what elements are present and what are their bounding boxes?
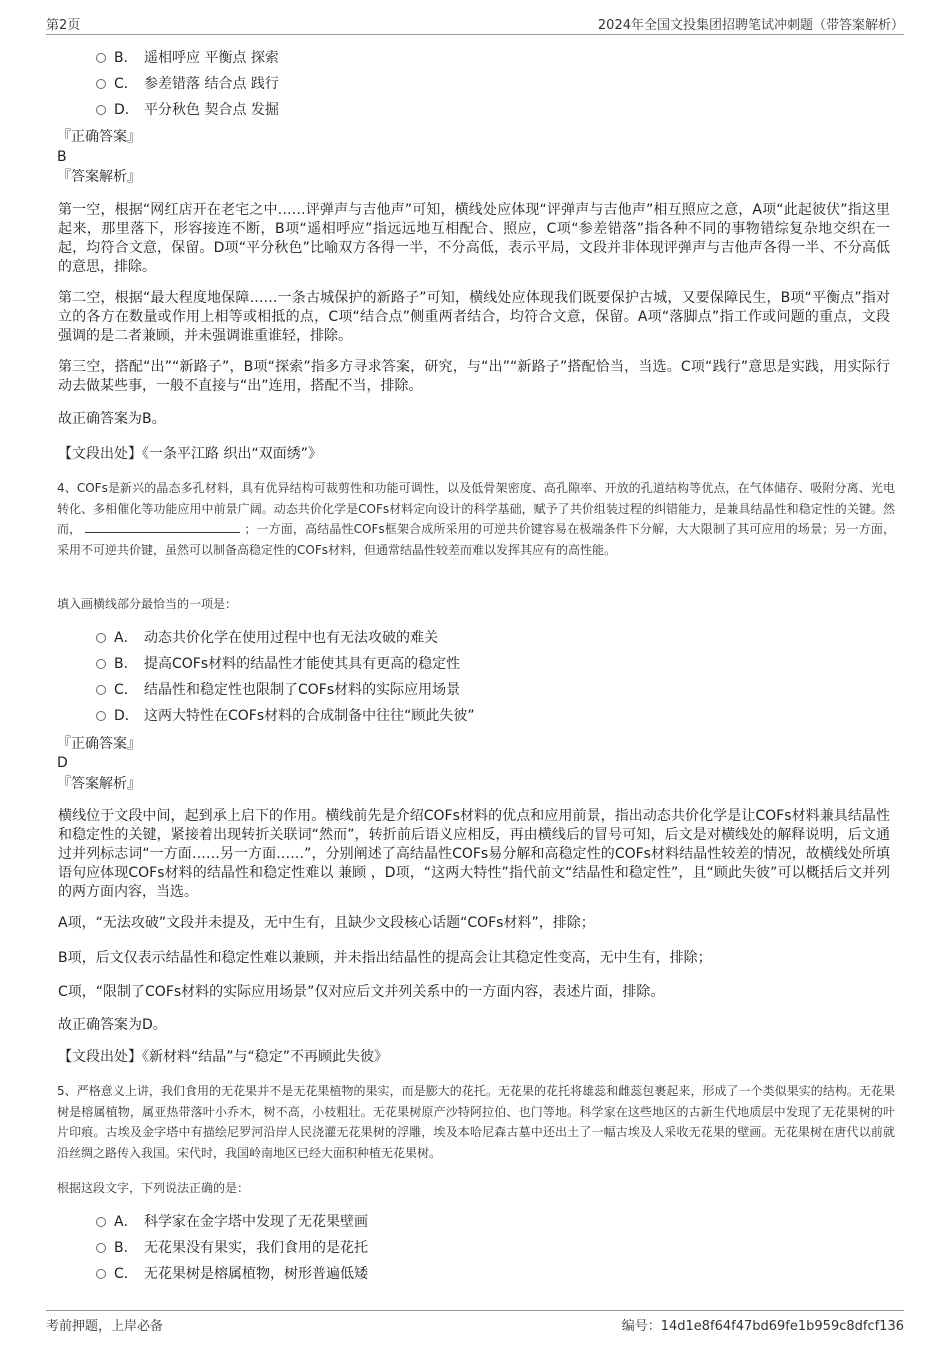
q4-prompt: 填入画横线部分最恰当的一项是： — [57, 597, 238, 611]
q4-analysis-option-c: C项，“限制了COFs材料的实际应用场景”仅对应后文并列关系中的一方面内容，表述片面，排除。 — [58, 984, 665, 1000]
q4-source: 【文段出处】《新材料“结晶”与“稳定”不再顾此失彼》 — [58, 1049, 389, 1065]
q4-conclusion: 故正确答案为D。 — [58, 1017, 167, 1033]
footer-slogan: 考前押题，上岸必备 — [46, 1319, 164, 1334]
radio-icon[interactable] — [96, 633, 106, 643]
q5-option-c[interactable]: C． 无花果树是榕属植物，树形普遍低矮 — [96, 1264, 368, 1284]
q5-prompt: 根据这段文字，下列说法正确的是： — [57, 1181, 250, 1195]
q4-option-c[interactable]: C． 结晶性和稳定性也限制了COFs材料的实际应用场景 — [96, 680, 460, 700]
q3-option-c[interactable]: C． 参差错落 结合点 践行 — [96, 74, 279, 94]
q3-option-d[interactable]: D． 平分秋色 契合点 发掘 — [96, 100, 279, 120]
q4-answer: D — [57, 755, 68, 771]
q3-analysis-para-3: 第三空，搭配“出”“新路子”，B项“探索”指多方寻求答案，研究，与“出”“新路子”搭配恰当，当选。C项“践行”意思是实践，用实际行动去做某些事，一般不直接与“出”连用，搭配不当，排除。 — [58, 359, 890, 394]
fill-blank — [85, 520, 240, 533]
page-header — [46, 12, 904, 35]
document-title: 2024年全国文投集团招聘笔试冲刺题（带答案解析） — [597, 18, 904, 33]
q4-stem: 4、COFs是新兴的晶态多孔材料，具有优异结构可裁剪性和功能可调性，以及低骨架密度、高孔隙率、开放的孔道结构等优点，在气体储存、吸附分离、光电转化、多相催化等功能应用中前景广阔。动态共价化学是COFs材料定向设计的科学基础，赋予了共价组装过程的纠错能力，是兼具结晶性和稳定性的关键。然而， ；一方面，高结晶性COFs框架合成所采用的可逆共价键容易在极端条件下分解，大大限制了其可应用的场景；另一方面，采用不可逆共价键，虽然可以制备高稳定性的COFs材料，但通常结晶性较差而难以发挥其应有的高性能。 — [57, 481, 895, 557]
q3-answer: B — [57, 149, 67, 165]
radio-icon[interactable] — [96, 711, 106, 721]
radio-icon[interactable] — [96, 1217, 106, 1227]
q4-analysis-para-1: 横线位于文段中间，起到承上启下的作用。横线前先是介绍COFs材料的优点和应用前景，指出动态共价化学是让COFs材料兼具结晶性和稳定性的关键，紧接着出现转折关联词“然而”，转折前后语义应相反，再由横线后的冒号可知，后文是对横线处的解释说明，后文通过并列标志词“一方面……另一方面……”，分别阐述了高结晶性COFs易分解和高稳定性的COFs材料结晶性较差的情况，故横线处所填语句应体现COFs材料的结晶性和稳定性难以 兼顾 ，D项，“这两大特性”指代前文“结晶性和稳定性”，且“顾此失彼”可以概括后文并列的两方面内容，当选。 — [58, 808, 890, 900]
radio-icon[interactable] — [96, 79, 106, 89]
q3-analysis-para-2: 第二空，根据“最大程度地保障……一条古城保护的新路子”可知，横线处应体现我们既要保护古城，又要保障民生，B项“平衡点”指对立的各方在数量或作用上相等或相抵的点，C项“结合点”侧重两者结合，均符合文意，保留。A项“落脚点”指工作或问题的重点，文段强调的是二者兼顾，并未强调谁重谁轻，排除。 — [58, 290, 890, 344]
q4-analysis-label: 『答案解析』 — [57, 776, 141, 792]
document-id: 编号：14d1e8f64f47bd69fe1b959c8dfcf136 — [621, 1319, 904, 1334]
page-number: 第2页 — [46, 18, 81, 33]
q3-source: 【文段出处】《一条平江路 织出“双面绣”》 — [58, 446, 322, 462]
q3-conclusion: 故正确答案为B。 — [58, 411, 166, 427]
q3-option-b[interactable]: B． 遥相呼应 平衡点 探索 — [96, 48, 279, 68]
radio-icon[interactable] — [96, 1243, 106, 1253]
q5-option-b[interactable]: B． 无花果没有果实，我们食用的是花托 — [96, 1238, 368, 1258]
q3-analysis-para-1: 第一空，根据“网红店开在老宅之中……评弹声与吉他声”可知，横线处应体现“评弹声与吉他声”相互照应之意，A项“此起彼伏”指这里起来，那里落下，形容接连不断，B项“遥相呼应”指远远地互相配合、照应，C项“参差错落”指各种不同的事物错综复杂地交织在一起，均符合文意，保留。D项“平分秋色”比喻双方各得一半，不分高低，表示平局，文段并非体现评弹声与吉他声各得一半、不分高低的意思，排除。 — [58, 202, 890, 275]
q4-analysis-option-b: B项，后文仅表示结晶性和稳定性难以兼顾，并未指出结晶性的提高会让其稳定性变高，无中生有，排除； — [58, 950, 712, 966]
page-footer — [46, 1310, 904, 1335]
radio-icon[interactable] — [96, 685, 106, 695]
q4-option-a[interactable]: A． 动态共价化学在使用过程中也有无法攻破的难关 — [96, 628, 438, 648]
q4-answer-label: 『正确答案』 — [57, 736, 141, 752]
radio-icon[interactable] — [96, 659, 106, 669]
q4-option-d[interactable]: D． 这两大特性在COFs材料的合成制备中往往“顾此失彼” — [96, 706, 475, 726]
q3-answer-label: 『正确答案』 — [57, 129, 141, 145]
radio-icon[interactable] — [96, 53, 106, 63]
q5-stem: 5、严格意义上讲，我们食用的无花果并不是无花果植物的果实，而是膨大的花托。无花果的花托将雄蕊和雌蕊包裹起来，形成了一个类似果实的结构。无花果树是榕属植物，属亚热带落叶小乔木，树不高，小枝粗壮。无花果树原产沙特阿拉伯、也门等地。科学家在这些地区的古新生代地质层中发现了无花果树的叶片印痕。古埃及金字塔中有描绘尼罗河沿岸人民浇灌无花果树的浮雕，埃及本哈尼森古墓中还出土了一幅古埃及人采收无花果的壁画。无花果树在唐代以前就沿丝绸之路传入我国。宋代时，我国岭南地区已经大面积种植无花果树。 — [57, 1084, 895, 1160]
radio-icon[interactable] — [96, 1269, 106, 1279]
q4-option-b[interactable]: B． 提高COFs材料的结晶性才能使其具有更高的稳定性 — [96, 654, 460, 674]
radio-icon[interactable] — [96, 105, 106, 115]
q4-analysis-option-a: A项，“无法攻破”文段并未提及，无中生有，且缺少文段核心话题“COFs材料”，排除； — [58, 915, 595, 931]
q3-analysis-label: 『答案解析』 — [57, 169, 141, 185]
q5-option-a[interactable]: A． 科学家在金字塔中发现了无花果壁画 — [96, 1212, 368, 1232]
